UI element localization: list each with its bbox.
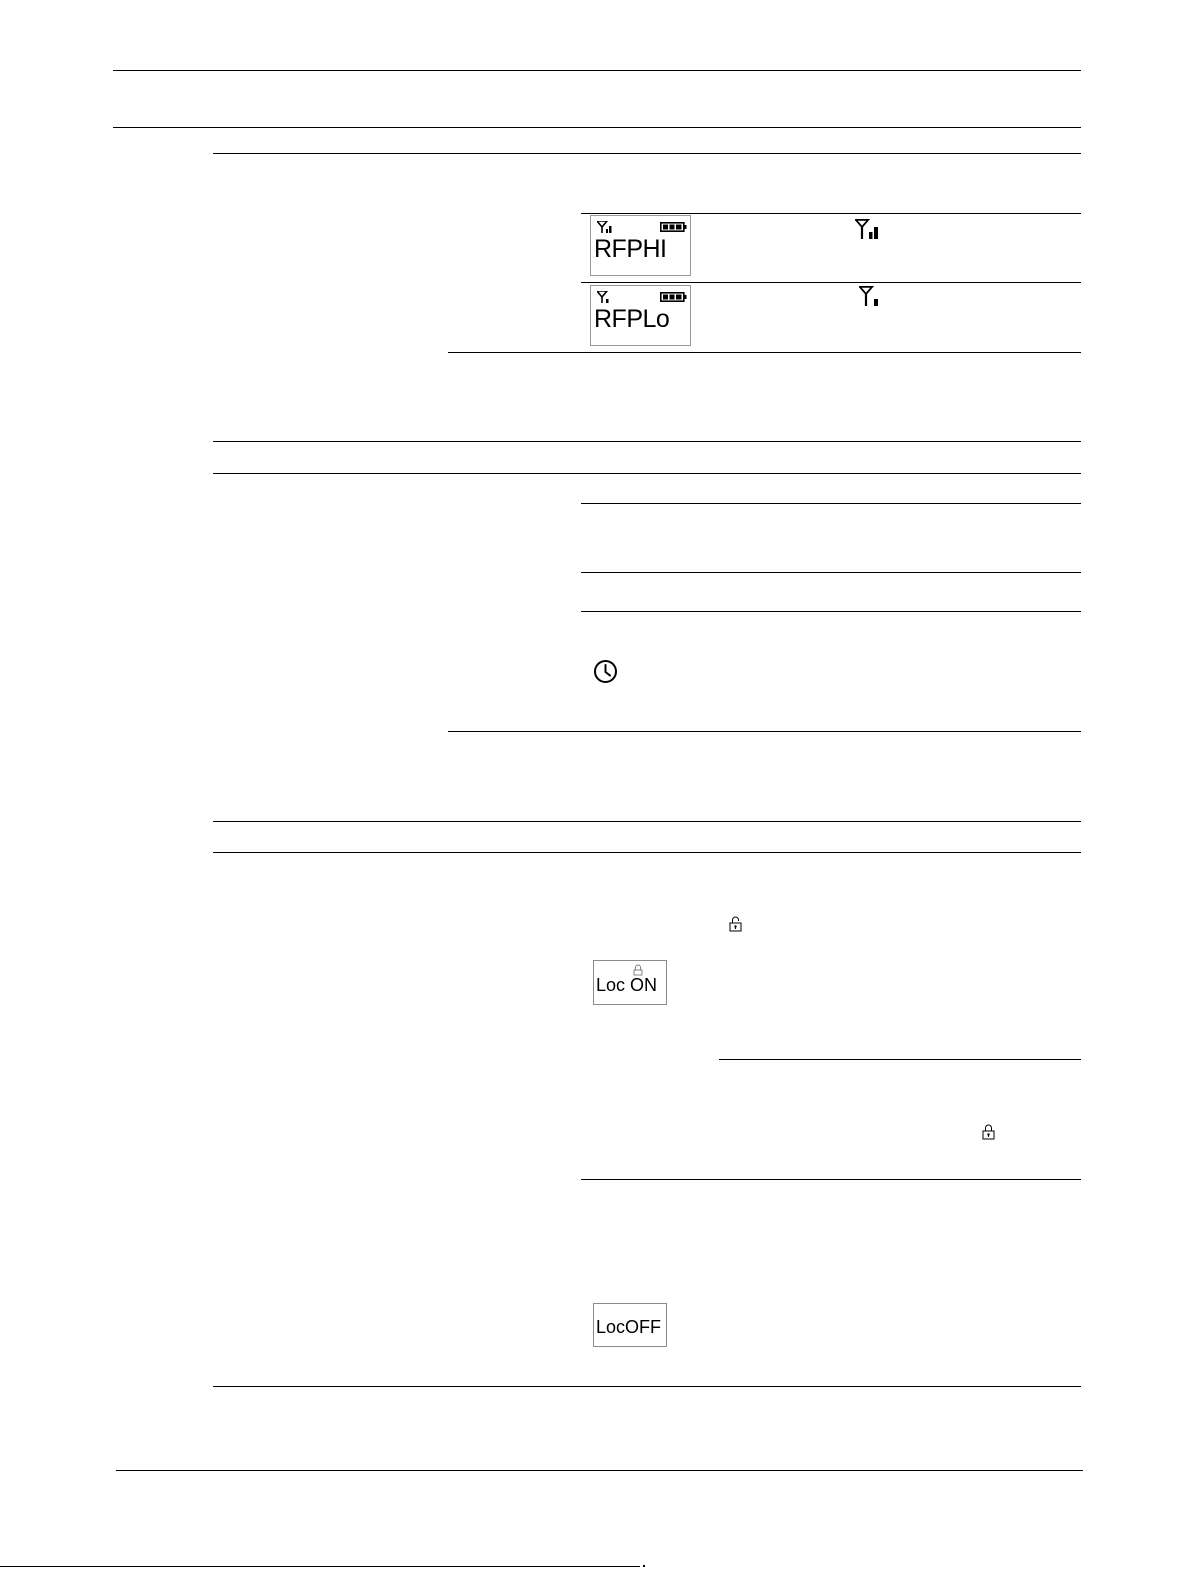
antenna-signal-high-icon — [597, 221, 613, 233]
section-lock-top-rule — [213, 821, 1081, 822]
section-timer-bottom-rule — [448, 731, 1081, 732]
section-rf-bottom-rule — [448, 352, 1081, 353]
padlock-icon — [982, 1124, 995, 1140]
battery-icon — [660, 222, 687, 232]
rf-table-row-rule-2 — [581, 282, 1081, 283]
antenna-signal-high-icon — [855, 219, 879, 241]
section-lock-header-rule — [213, 852, 1081, 853]
antenna-signal-low-icon — [597, 291, 613, 303]
padlock-icon — [729, 916, 742, 932]
section-lock-bottom-rule — [213, 1386, 1081, 1387]
lcd-rf-low-text: RFPLo — [594, 305, 670, 333]
lcd-rf-low — [590, 285, 691, 346]
page-edge-rule — [0, 1566, 640, 1567]
footer-rule — [116, 1470, 1083, 1471]
rf-table-row-rule-1 — [581, 213, 1081, 214]
lcd-lock-off-text: LocOFF — [596, 1317, 662, 1337]
battery-icon — [660, 292, 687, 302]
clock-icon — [593, 659, 618, 684]
lcd-lock-on-text: Loc ON — [596, 975, 658, 995]
section-timer-top-rule — [213, 441, 1081, 442]
lock-sub-rule — [719, 1059, 1081, 1060]
page-edge-tick — [643, 1565, 645, 1567]
lock-row-rule — [581, 1179, 1081, 1180]
timer-row-rule-3 — [581, 611, 1081, 612]
timer-row-rule-2 — [581, 572, 1081, 573]
header-top-rule — [113, 70, 1081, 71]
antenna-signal-low-icon — [859, 286, 883, 308]
lcd-rf-high-text: RFPHI — [594, 235, 667, 263]
header-bottom-rule — [113, 127, 1081, 128]
timer-row-rule-1 — [581, 503, 1081, 504]
section-rf-top-rule — [213, 153, 1081, 154]
lcd-lock-off — [593, 1303, 667, 1347]
lcd-lock-on — [593, 960, 667, 1005]
section-timer-header-rule — [213, 473, 1081, 474]
lcd-rf-high — [590, 215, 691, 276]
